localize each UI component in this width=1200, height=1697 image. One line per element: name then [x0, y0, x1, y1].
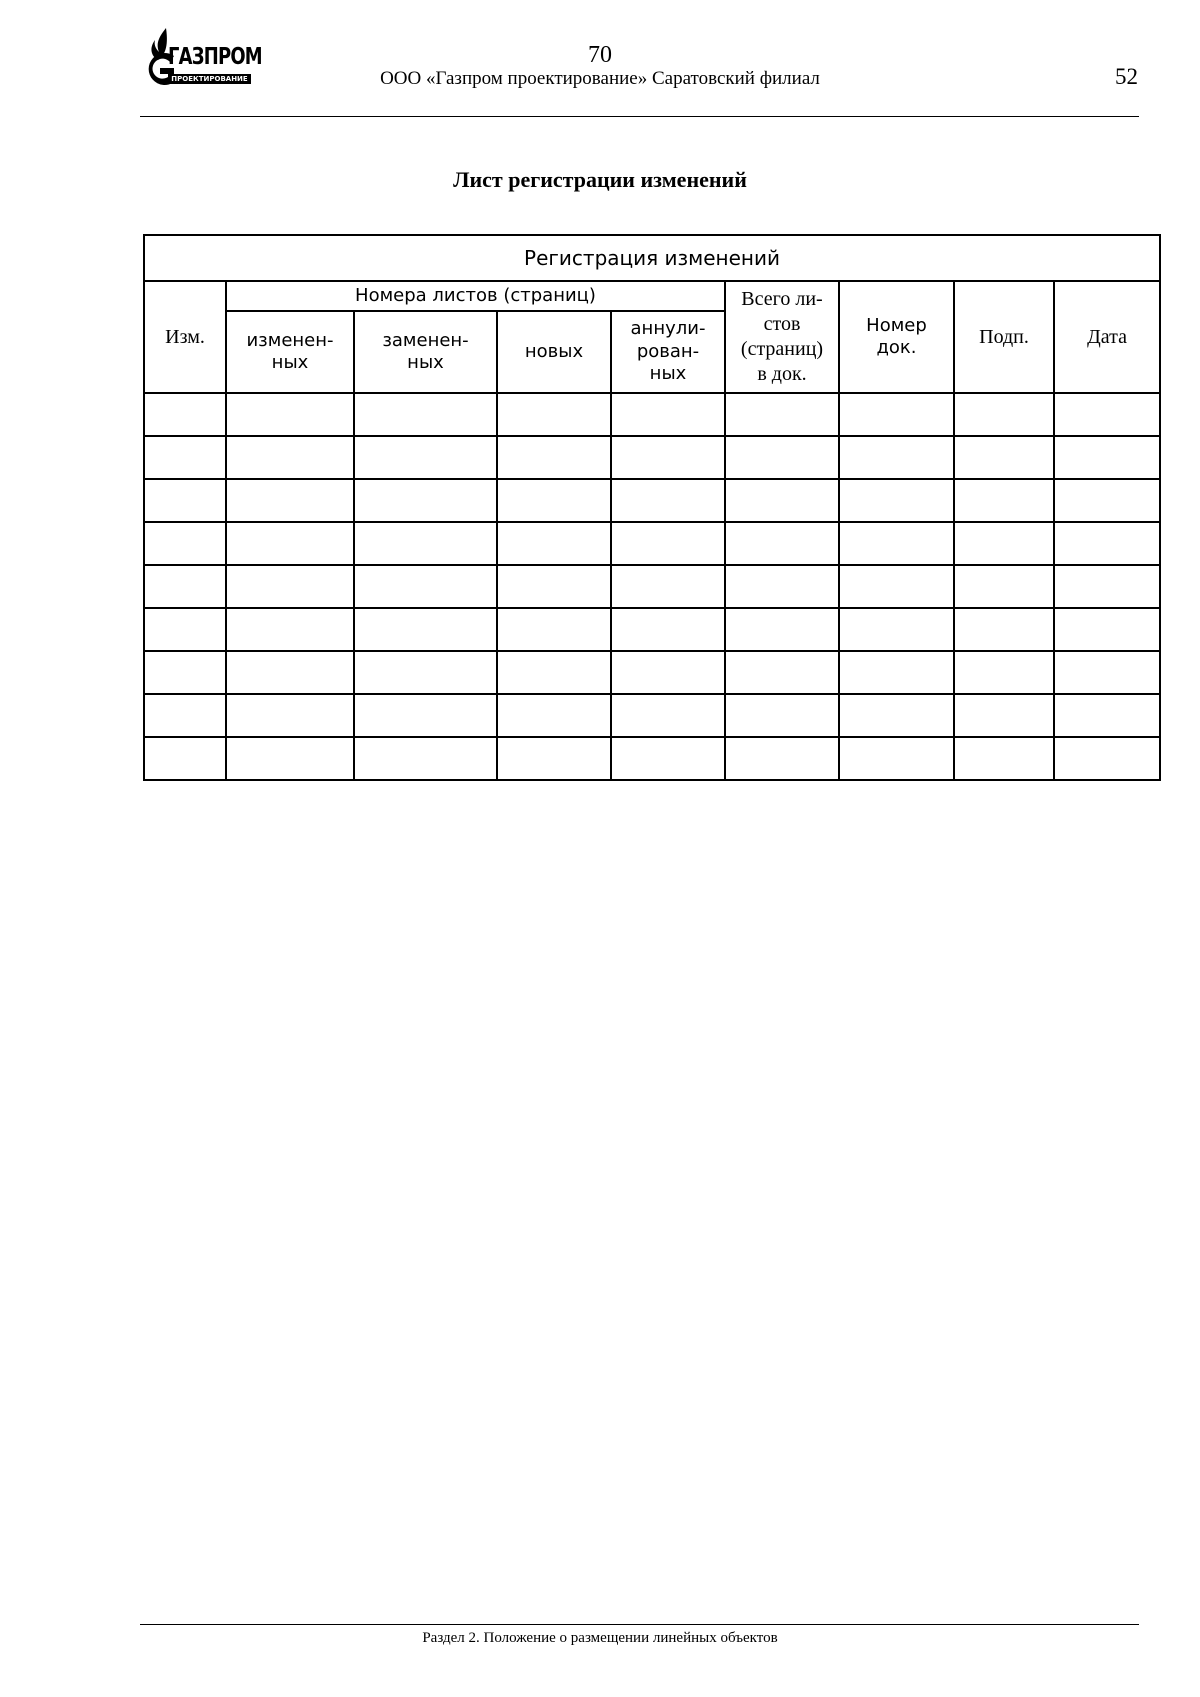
table-cell[interactable] — [1054, 522, 1160, 565]
organization-name: ООО «Газпром проектирование» Саратовский филиал — [380, 68, 820, 89]
table-row — [144, 651, 1160, 694]
table-row — [144, 479, 1160, 522]
table-cell[interactable] — [725, 694, 839, 737]
table-cell[interactable] — [1054, 393, 1160, 436]
table-cell[interactable] — [497, 651, 611, 694]
table-cell[interactable] — [954, 436, 1054, 479]
table-cell[interactable] — [144, 608, 226, 651]
table-caption: Регистрация изменений — [144, 235, 1160, 281]
table-cell[interactable] — [725, 522, 839, 565]
table-cell[interactable] — [497, 522, 611, 565]
table-cell[interactable] — [144, 479, 226, 522]
header-doc-number — [839, 281, 954, 393]
table-row — [144, 737, 1160, 780]
header-replaced-line: заменен- — [382, 329, 469, 351]
header-changed — [226, 311, 354, 393]
header-total-line: в док. — [757, 363, 807, 385]
table-cell[interactable] — [497, 393, 611, 436]
table-cell[interactable] — [1054, 436, 1160, 479]
table-row — [144, 565, 1160, 608]
table-cell[interactable] — [497, 565, 611, 608]
table-cell[interactable] — [354, 436, 497, 479]
header-divider — [140, 116, 1139, 117]
table-row — [144, 522, 1160, 565]
table-cell[interactable] — [954, 393, 1054, 436]
table-cell[interactable] — [226, 522, 354, 565]
table-cell[interactable] — [354, 565, 497, 608]
header-total-line: (страниц) — [740, 338, 824, 360]
table-cell[interactable] — [611, 737, 725, 780]
table-cell[interactable] — [839, 479, 954, 522]
table-row — [144, 436, 1160, 479]
header-new: новых — [497, 311, 611, 393]
table-cell[interactable] — [226, 651, 354, 694]
header-total-line: стов — [763, 313, 801, 335]
table-cell[interactable] — [144, 737, 226, 780]
table-cell[interactable] — [611, 522, 725, 565]
table-cell[interactable] — [226, 694, 354, 737]
table-cell[interactable] — [725, 393, 839, 436]
logo-wordmark: ГАЗПРОМ — [168, 44, 262, 70]
table-cell[interactable] — [497, 737, 611, 780]
table-row — [144, 608, 1160, 651]
logo-subtitle: ПРОЕКТИРОВАНИЕ — [168, 74, 251, 84]
table-cell[interactable] — [839, 565, 954, 608]
table-cell[interactable] — [839, 393, 954, 436]
header-sheet-numbers: Номера листов (страниц) — [226, 281, 725, 311]
table-cell[interactable] — [839, 737, 954, 780]
table-cell[interactable] — [725, 436, 839, 479]
table-cell[interactable] — [497, 694, 611, 737]
table-cell[interactable] — [839, 651, 954, 694]
table-cell[interactable] — [144, 651, 226, 694]
table-cell[interactable] — [1054, 479, 1160, 522]
table-cell[interactable] — [611, 694, 725, 737]
table-cell[interactable] — [144, 393, 226, 436]
table-cell[interactable] — [354, 393, 497, 436]
table-cell[interactable] — [354, 651, 497, 694]
header-cancelled-line: ных — [649, 363, 687, 385]
table-cell[interactable] — [839, 436, 954, 479]
table-row — [144, 694, 1160, 737]
header-date: Дата — [1054, 281, 1160, 393]
footer-divider — [140, 1624, 1139, 1625]
table-cell[interactable] — [611, 479, 725, 522]
header-changed-line: ных — [271, 352, 309, 373]
table-row — [144, 393, 1160, 436]
table-cell[interactable] — [611, 608, 725, 651]
table-cell[interactable] — [144, 565, 226, 608]
header-changed-line: изменен- — [246, 329, 334, 351]
table-cell[interactable] — [497, 479, 611, 522]
header-change: Изм. — [144, 281, 226, 393]
table-cell[interactable] — [839, 608, 954, 651]
header-replaced-line: ных — [407, 352, 444, 373]
table-cell[interactable] — [497, 436, 611, 479]
table-cell[interactable] — [954, 651, 1054, 694]
table-cell[interactable] — [611, 393, 725, 436]
header-doc-number-line: Номер — [866, 314, 927, 336]
table-cell[interactable] — [354, 522, 497, 565]
table-cell[interactable] — [1054, 565, 1160, 608]
table-cell[interactable] — [354, 694, 497, 737]
table-cell[interactable] — [497, 608, 611, 651]
table-cell[interactable] — [954, 608, 1054, 651]
header-doc-number-line: док. — [876, 337, 917, 358]
table-cell[interactable] — [226, 479, 354, 522]
table-cell[interactable] — [725, 565, 839, 608]
table-cell[interactable] — [954, 737, 1054, 780]
table-cell[interactable] — [954, 694, 1054, 737]
table-cell[interactable] — [954, 565, 1054, 608]
table-cell[interactable] — [226, 565, 354, 608]
table-cell[interactable] — [354, 737, 497, 780]
header-replaced — [354, 311, 497, 393]
table-cell[interactable] — [226, 608, 354, 651]
top-page-number: 70 — [588, 42, 612, 68]
table-cell[interactable] — [354, 479, 497, 522]
table-cell[interactable] — [226, 393, 354, 436]
table-cell[interactable] — [144, 436, 226, 479]
header-total-line: Всего ли- — [741, 288, 823, 310]
header-cancelled-line: аннули- — [630, 318, 706, 340]
change-registration-table — [143, 234, 1161, 781]
table-cell[interactable] — [1054, 694, 1160, 737]
header-cancelled-line: рован- — [636, 340, 700, 362]
table-cell[interactable] — [725, 479, 839, 522]
table-body — [144, 393, 1160, 780]
company-logo — [142, 26, 262, 90]
table-cell[interactable] — [611, 651, 725, 694]
table-cell[interactable] — [611, 565, 725, 608]
table-cell[interactable] — [1054, 737, 1160, 780]
table-cell[interactable] — [725, 737, 839, 780]
table-cell[interactable] — [144, 694, 226, 737]
footer-section-title: Раздел 2. Положение о размещении линейных объектов — [422, 1630, 778, 1646]
table-cell[interactable] — [725, 651, 839, 694]
table-cell[interactable] — [354, 608, 497, 651]
table-cell[interactable] — [1054, 651, 1160, 694]
table-cell[interactable] — [725, 608, 839, 651]
sheet-number: 52 — [1115, 64, 1138, 89]
table-cell[interactable] — [954, 522, 1054, 565]
table-cell[interactable] — [144, 522, 226, 565]
header-signature: Подп. — [954, 281, 1054, 393]
table-cell[interactable] — [839, 522, 954, 565]
header-total-sheets — [725, 281, 839, 393]
table-cell[interactable] — [954, 479, 1054, 522]
header-cancelled — [611, 311, 725, 393]
table-cell[interactable] — [839, 694, 954, 737]
document-title: Лист регистрации изменений — [453, 167, 747, 192]
table-cell[interactable] — [226, 436, 354, 479]
table-cell[interactable] — [226, 737, 354, 780]
table-cell[interactable] — [611, 436, 725, 479]
table-cell[interactable] — [1054, 608, 1160, 651]
